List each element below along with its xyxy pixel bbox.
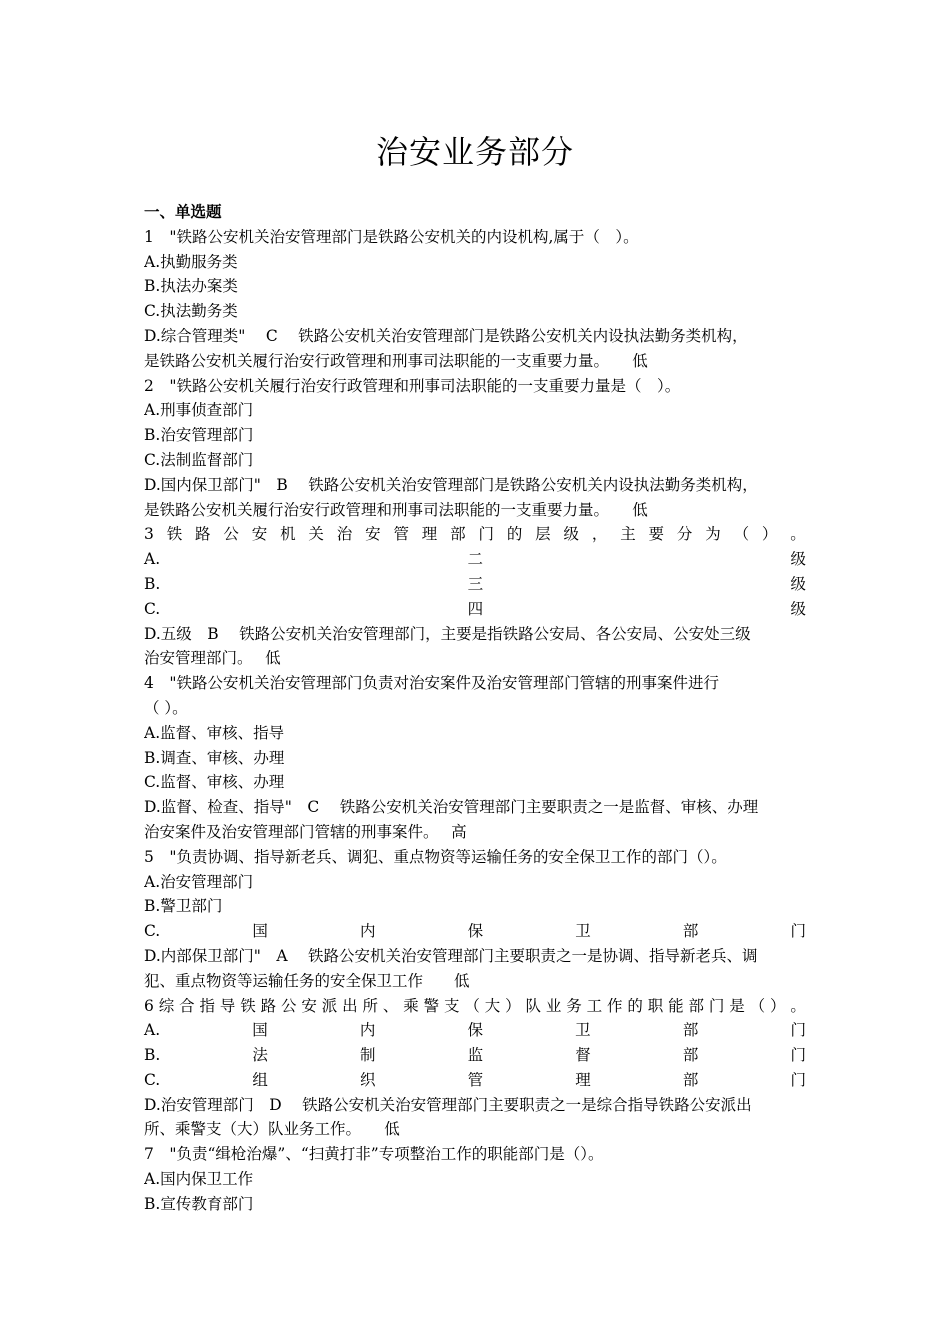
justified-token: 3: [144, 525, 154, 544]
justified-token: 铁: [240, 996, 256, 1015]
justified-token: 导: [219, 996, 236, 1015]
justified-token: 部: [450, 525, 466, 544]
question-1-stem: 1 "铁路公安机关治安管理部门是铁路公安机关的内设机构,属于（ ）。: [144, 227, 639, 246]
justified-token: 为: [705, 525, 721, 544]
justified-token: 门: [478, 525, 494, 544]
justified-token: 保: [467, 922, 484, 941]
justified-token: ）: [769, 996, 786, 1015]
question-2-explanation: 是铁路公安机关履行治安行政管理和刑事司法职能的一支重要力量。 低: [144, 500, 648, 519]
question-5-option-b: B.警卫部门: [144, 897, 223, 916]
justified-token: ，: [591, 525, 608, 544]
justified-token: A.: [144, 550, 161, 569]
justified-token: 是: [729, 996, 745, 1015]
section-heading: 一、单选题: [144, 202, 222, 221]
question-6-option-d-answer: D.治安管理部门 D 铁路公安机关治安管理部门主要职责之一是综合指导铁路公安派出: [144, 1095, 752, 1114]
justified-token: 门: [790, 1046, 806, 1065]
justified-token: 要: [648, 525, 665, 544]
justified-token: 安: [365, 525, 381, 544]
justified-token: 级: [563, 525, 580, 544]
question-6-option-b: [144, 1043, 806, 1068]
justified-token: 队: [525, 996, 541, 1015]
justified-token: （: [464, 996, 480, 1015]
justified-token: 部: [682, 1046, 699, 1065]
question-7-stem: 7 "负责“缉枪治爆”、“扫黄打非”专项整治工作的职能部门是（）。: [144, 1145, 604, 1164]
question-6-option-c: [144, 1068, 806, 1093]
question-1-explanation: 是铁路公安机关履行治安行政管理和刑事司法职能的一支重要力量。 低: [144, 351, 648, 370]
justified-token: 卫: [575, 1021, 591, 1040]
justified-token: 警: [423, 996, 440, 1015]
justified-token: 铁: [166, 525, 183, 544]
question-3-option-d-answer: D.五级 B 铁路公安机关治安管理部门，主要是指铁路公安局、各公安局、公安处三级: [144, 624, 751, 643]
question-3-option-a: [144, 547, 806, 572]
justified-token: 部: [688, 996, 704, 1015]
justified-token: 路: [195, 525, 211, 544]
justified-token: 法: [252, 1046, 268, 1065]
justified-token: 合: [179, 996, 195, 1015]
justified-token: 门: [790, 922, 806, 941]
question-5-stem: 5 "负责协调、指导新老兵、调犯、重点物资等运输任务的安全保卫工作的部门（）。: [144, 847, 727, 866]
justified-token: ）: [761, 525, 778, 544]
justified-token: 综: [158, 996, 175, 1015]
justified-token: 的: [627, 996, 643, 1015]
justified-token: 管: [467, 1070, 484, 1089]
question-2-option-b: B.治安管理部门: [144, 426, 254, 445]
question-2-stem: 2 "铁路公安机关履行治安行政管理和刑事司法职能的一支重要力量是（ ）。: [144, 376, 681, 395]
justified-token: 部: [682, 922, 699, 941]
justified-token: 所: [362, 996, 378, 1015]
justified-token: 四: [467, 599, 484, 618]
justified-token: A.: [144, 1021, 161, 1040]
justified-token: 国: [252, 922, 268, 941]
justified-token: 派: [321, 996, 338, 1015]
question-7-option-b: B.宣传教育部门: [144, 1194, 254, 1213]
question-4-explanation: 治安案件及治安管理部门管辖的刑事案件。 高: [144, 822, 467, 841]
question-1-option-c: C.执法勤务类: [144, 302, 238, 321]
justified-token: 作: [606, 996, 623, 1015]
justified-token: 部: [682, 1070, 699, 1089]
question-2-option-c: C.法制监督部门: [144, 450, 254, 469]
justified-token: 。: [790, 525, 806, 544]
justified-token: （: [749, 996, 766, 1015]
justified-token: 安: [301, 996, 317, 1015]
justified-token: 机: [280, 525, 296, 544]
justified-token: 分: [676, 525, 693, 544]
page-title: 治安业务部分: [375, 133, 574, 171]
question-3-stem: [144, 522, 806, 547]
question-5-option-d-answer: D.内部保卫部门" A 铁路公安机关治安管理部门主要职责之一是协调、指导新老兵、调: [144, 946, 758, 965]
justified-token: 理: [575, 1070, 591, 1089]
justified-token: 6: [144, 996, 154, 1015]
question-5-option-a: A.治安管理部门: [144, 872, 254, 891]
justified-token: 层: [535, 525, 551, 544]
justified-token: 公: [280, 996, 297, 1015]
justified-token: 支: [443, 996, 460, 1015]
justified-token: C.: [144, 599, 161, 618]
justified-token: 大: [484, 996, 501, 1015]
justified-token: 、: [382, 996, 399, 1015]
question-4-option-c: C.监督、审核、办理: [144, 773, 285, 792]
justified-token: 级: [790, 574, 806, 593]
document-body: [144, 200, 806, 1217]
question-5-option-c: [144, 919, 806, 944]
justified-token: 组: [252, 1070, 268, 1089]
question-6-explanation: 所、乘警支（大）队业务工作。 低: [144, 1120, 400, 1139]
justified-token: 理: [421, 525, 438, 544]
justified-token: 门: [790, 1070, 806, 1089]
justified-token: 级: [790, 550, 806, 569]
question-4-option-d-answer: D.监督、检查、指导" C 铁路公安机关治安管理部门主要职责之一是监督、审核、办理: [144, 798, 759, 817]
question-4-option-a: A.监督、审核、指导: [144, 723, 285, 742]
justified-token: ）: [505, 996, 521, 1015]
justified-token: C.: [144, 922, 161, 941]
justified-token: 安: [251, 525, 268, 544]
justified-token: 。: [790, 996, 806, 1015]
question-1-option-b: B.执法办案类: [144, 277, 238, 296]
justified-token: 公: [223, 525, 239, 544]
question-1-option-d-answer: D.综合管理类" C 铁路公安机关治安管理部门是铁路公安机关内设执法勤务类机构，: [144, 326, 748, 345]
justified-token: 门: [708, 996, 725, 1015]
justified-token: 乘: [403, 996, 419, 1015]
justified-token: 监: [467, 1046, 484, 1065]
justified-token: 职: [647, 996, 664, 1015]
justified-token: 三: [467, 574, 484, 593]
justified-token: 的: [506, 525, 523, 544]
question-1-option-a: A.执勤服务类: [144, 252, 238, 271]
justified-token: 织: [359, 1070, 376, 1089]
justified-token: 国: [252, 1021, 268, 1040]
justified-token: 工: [586, 996, 603, 1015]
justified-token: 指: [199, 996, 215, 1015]
question-3-explanation: 治安管理部门。 低: [144, 649, 281, 668]
justified-token: 治: [336, 525, 353, 544]
justified-token: 级: [790, 599, 806, 618]
justified-token: 二: [467, 550, 484, 569]
question-2-option-d-answer: D.国内保卫部门" B 铁路公安机关治安管理部门是铁路公安机关内设执法勤务类机构，: [144, 475, 758, 494]
justified-token: 业: [545, 996, 562, 1015]
justified-token: 主: [620, 525, 636, 544]
justified-token: 路: [260, 996, 277, 1015]
justified-token: 务: [566, 996, 582, 1015]
question-6-stem: [144, 994, 806, 1019]
justified-token: 卫: [575, 922, 591, 941]
justified-token: 制: [360, 1046, 376, 1065]
justified-token: 关: [308, 525, 324, 544]
question-6-option-a: [144, 1018, 806, 1043]
justified-token: B.: [144, 1046, 161, 1065]
justified-token: 门: [790, 1021, 806, 1040]
justified-token: B.: [144, 574, 161, 593]
justified-token: 管: [393, 525, 409, 544]
justified-token: 部: [682, 1021, 699, 1040]
justified-token: 保: [467, 1021, 484, 1040]
justified-token: 督: [575, 1046, 591, 1065]
justified-token: 内: [359, 1021, 376, 1040]
justified-token: 内: [359, 922, 376, 941]
justified-token: C.: [144, 1070, 161, 1089]
justified-token: （: [733, 525, 750, 544]
question-4-option-b: B.调查、审核、办理: [144, 748, 285, 767]
question-3-option-c: [144, 597, 806, 622]
question-4-stem: 4 "铁路公安机关治安管理部门负责对治安案件及治安管理部门管辖的刑事案件进行: [144, 674, 719, 693]
question-4-stem-continued: （ ）。: [144, 698, 188, 717]
justified-token: 出: [342, 996, 358, 1015]
question-5-explanation: 犯、重点物资等运输任务的安全保卫工作 低: [144, 971, 470, 990]
question-2-option-a: A.刑事侦查部门: [144, 401, 254, 420]
question-3-option-b: [144, 572, 806, 597]
justified-token: 能: [668, 996, 684, 1015]
question-7-option-a: A.国内保卫工作: [144, 1170, 254, 1189]
